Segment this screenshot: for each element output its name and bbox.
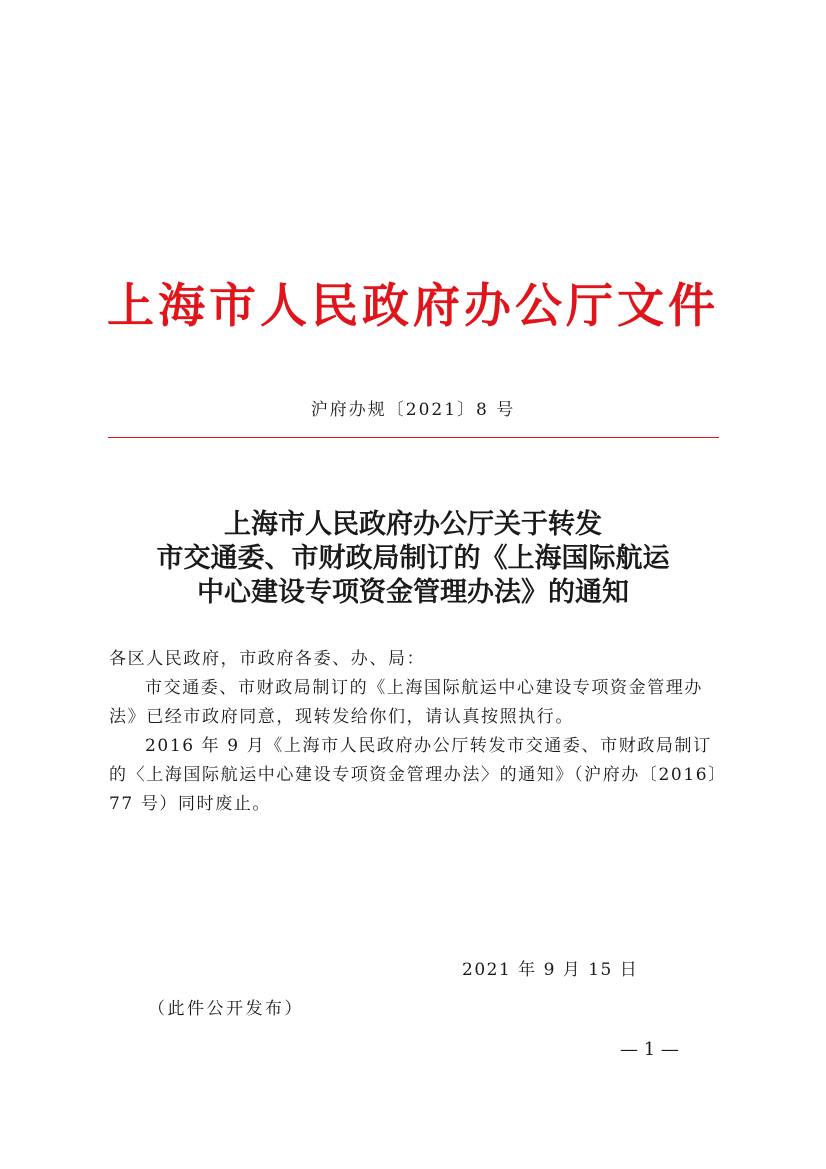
page-number: — 1 — (620, 1039, 679, 1060)
addressee: 各区人民政府，市政府各委、办、局： (109, 649, 426, 669)
issuer-header: 上海市人民政府办公厅文件 (107, 279, 719, 334)
issue-date: 2021 年 9 月 15 日 (462, 960, 639, 980)
document-number: 沪府办规〔2021〕8 号 (310, 400, 516, 420)
document-title (0, 508, 826, 610)
publish-note: （此件公开发布） (148, 999, 304, 1019)
body-paragraph-2: 2016 年 9 月《上海市人民政府办公厅转发市交通委、市财政局制订的〈上海国际航运中心建设专项资金管理办法〉的通知》（沪府办〔2016〕77 号）同时废止。 (109, 736, 719, 814)
body-paragraph-1: 市交通委、市财政局制订的《上海国际航运中心建设专项资金管理办法》已经市政府同意，现转发给你们，请认真按照执行。 (109, 678, 703, 727)
title-line-3: 中心建设专项资金管理办法》的通知 (197, 577, 629, 608)
title-line-1: 上海市人民政府办公厅关于转发 (224, 509, 602, 540)
title-line-2: 市交通委、市财政局制订的《上海国际航运 (156, 543, 670, 574)
red-divider-line (108, 437, 719, 438)
document-body (109, 645, 719, 819)
